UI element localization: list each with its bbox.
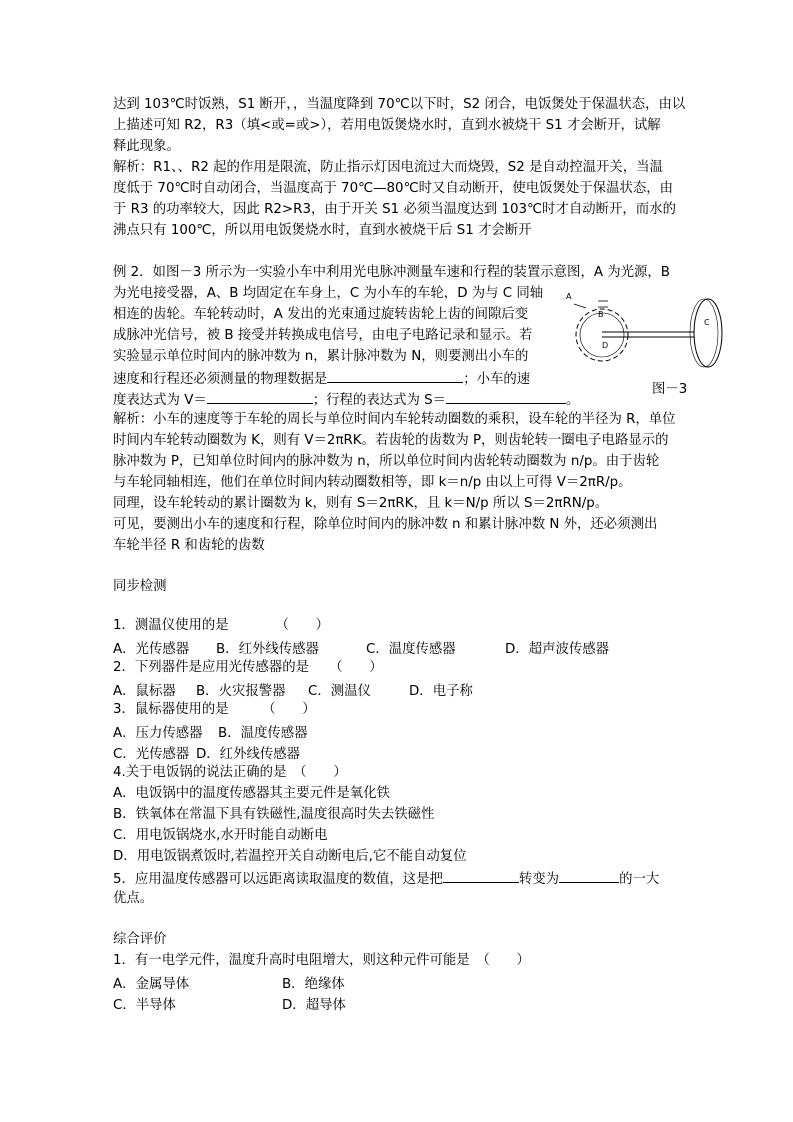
sync-q1-option-a: A．光传感器 [113,642,190,657]
example2-line-7 [113,390,579,410]
sync-heading: 同步检测 [113,579,167,594]
example2-line-2: 为光电接受器，A、B 均固定在车身上，C 为小车的车轮，D 为与 C 同轴 [113,286,544,301]
label-c: C [704,318,710,327]
analysis2-line-3: 脉冲数为 P，已知单位时间内的脉冲数为 n，所以单位时间内齿轮转动圈数为 n/p。由于齿轮 [113,454,660,469]
sync-q2-option-d: D．电子称 [409,684,473,699]
gear-wheel-diagram [560,285,740,405]
sync-q5 [113,869,659,889]
blank-q5-first [443,869,519,883]
sync-q1: 1．测温仪使用的是 （ ） [113,618,330,633]
analysis1-line-6: 于 R3 的功率较大，因此 R2>R3，由于开关 S1 必须当温度达到 103℃时才自动断开，而水的 [113,202,676,217]
sync-q5-text-a: 5．应用温度传感器可以远距离读取温度的数值，这是把 [113,872,443,887]
label-d: D [602,341,609,350]
example2-line-7-text-a: 度表达式为 V＝ [113,393,207,408]
label-a: A [566,292,572,301]
sync-q4-option-a: A．电饭锅中的温度传感器其主要元件是氧化铁 [113,786,390,801]
example2-line-3: 相连的齿轮。车轮转动时，A 发出的光束通过旋转齿轮上齿的间隙后变 [113,307,529,322]
sync-q2-option-b: B．火灾报警器 [196,684,286,699]
sync-q2-option-c: C．测温仪 [308,684,371,699]
analysis1-line-7: 沸点只有 100℃，所以用电饭煲烧水时，直到水被烧干后 S1 才会断开 [113,223,532,238]
analysis1-line-5: 度低于 70℃时自动闭合，当温度高于 70℃—80℃时又自动断开，使电饭煲处于保温状态，由 [113,181,674,196]
sync-q1-option-c: C．温度传感器 [366,642,456,657]
sync-q3: 3．鼠标器使用的是 （ ） [113,702,316,717]
sync-q1-option-d: D．超声波传感器 [505,642,610,657]
example2-line-6-text-a: 速度和行程还必须测量的物理数据是 [113,372,328,387]
sync-q5-text-c: 的一大 [619,872,660,887]
analysis1-line-1: 达到 103℃时饭熟，S1 断开，，当温度降到 70℃以下时，S2 闭合，电饭煲处于保温状态，由以 [113,97,686,112]
analysis2-line-2: 时间内车轮转动圈数为 K，则有 V＝2πRK。若齿轮的齿数为 P，则齿轮转一圈电子电路显示的 [113,433,669,448]
analysis2-line-5: 同理，设车轮转动的累计圈数为 k，则有 S＝2πRK，且 k＝N/p 所以 S＝2πRN/p。 [113,496,609,511]
sync-q2-option-a: A．鼠标器 [113,684,176,699]
comprehensive-q1-option-b: B．绝缘体 [282,977,345,992]
analysis1-line-3: 释此现象。 [113,139,180,154]
analysis2-line-7: 车轮半径 R 和齿轮的齿数 [113,538,265,553]
blank-q5-second [559,869,619,883]
light-beam [574,304,586,308]
example2-line-6-text-b: ；小车的速 [463,372,531,387]
example2-line-4: 成脉冲光信号，被 B 接受并转换成电信号，由电子电路记录和显示。若 [113,328,533,343]
comprehensive-q1: 1．有一电学元件，温度升高时电阻增大，则这种元件可能是 （ ） [113,953,530,968]
label-b: B [598,310,604,319]
sync-q4-option-b: B．铁氧体在常温下具有铁磁性,温度很高时失去铁磁性 [113,807,435,822]
comprehensive-q1-option-a: A．金属导体 [113,977,190,992]
sync-q4-option-c: C．用电饭锅烧水,水开时能自动断电 [113,828,328,843]
sync-q1-option-b: B．红外线传感器 [216,642,319,657]
sync-q4: 4.关于电饭锅的说法正确的是 （ ） [113,765,347,780]
example2-line-1: 例 2．如图－3 所示为一实验小车中利用光电脉冲测量车速和行程的装置示意图，A 为光源，B [113,265,670,280]
comprehensive-q1-option-c: C．半导体 [113,998,176,1013]
example2-line-6 [113,369,530,389]
example2-line-7-text-c: 。 [566,393,580,408]
analysis1-line-4: 解析：R1、、R2 起的作用是限流，防止指示灯因电流过大而烧毁，S2 是自动控温开关，当温 [113,160,663,175]
blank-velocity-expression [207,390,313,404]
gear-inner [580,313,624,357]
example2-line-7-text-b: ；行程的表达式为 S＝ [312,393,447,408]
comprehensive-heading: 综合评价 [113,932,167,947]
sync-q5-continued: 优点。 [113,891,154,906]
blank-physical-data [327,369,463,383]
example2-line-5: 实验显示单位时间内的脉冲数为 n，累计脉冲数为 N，则要测出小车的 [113,349,529,364]
analysis2-line-1: 解析：小车的速度等于车轮的周长与单位时间内车轮转动圈数的乘积，设车轮的半径为 R，单位 [113,412,676,427]
sync-q3-option-c: C．光传感器 [113,747,190,762]
analysis2-line-4: 与车轮同轴相连，他们在单位时间内转动圈数相等，即 k＝n/p 由以上可得 V＝2πR/p。 [113,475,632,490]
blank-distance-expression [446,390,566,404]
figure-caption: 图－3 [652,382,688,397]
analysis2-line-6: 可见，要测出小车的速度和行程，除单位时间内的脉冲数 n 和累计脉冲数 N 外，还必须测出 [113,517,658,532]
sync-q3-option-d: D．红外线传感器 [196,747,301,762]
sync-q2: 2．下列器件是应用光传感器的是 （ ） [113,660,383,675]
sync-q4-option-d: D．用电饭锅煮饭时,若温控开关自动断电后,它不能自动复位 [113,849,467,864]
comprehensive-q1-option-d: D．超导体 [282,998,346,1013]
sync-q5-text-b: 转变为 [518,872,560,887]
analysis1-line-2: 上描述可知 R2，R3（填<或=或>），若用电饭煲烧水时，直到水被烧干 S1 才会断开，试解 [113,118,661,133]
sync-q3-option-a: A．压力传感器 [113,726,203,741]
sync-q3-option-b: B．温度传感器 [218,726,308,741]
